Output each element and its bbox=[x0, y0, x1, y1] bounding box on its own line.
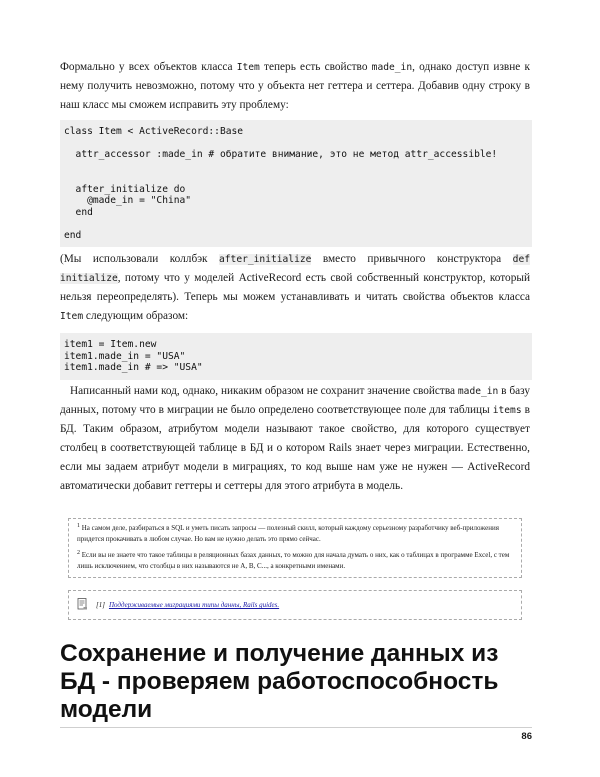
para3-text1: Написанный нами код, однако, никаким образом не сохранит значение свойства bbox=[70, 385, 458, 397]
link-box bbox=[68, 590, 522, 620]
footnote-1-number: 1 bbox=[77, 523, 80, 529]
footer-divider bbox=[60, 727, 532, 728]
footnote-2-text: Если вы не знаете что такое таблицы в реляционных базах данных, то можно для начала думать о них, как о таблицах в программе Excel, с тем лишь исключением, что столбцы в них называются не A, B, C..., а конкретными именами. bbox=[77, 551, 510, 570]
section-heading: Сохранение и получение данных из БД - проверяем работоспособность модели bbox=[60, 640, 499, 723]
footnote-2 bbox=[77, 550, 513, 571]
rails-guides-link[interactable]: Поддерживаемые миграциями типы данны, Rails guides. bbox=[108, 601, 280, 609]
code-item-2: Item bbox=[60, 311, 84, 322]
code-item: Item bbox=[236, 62, 260, 73]
footnote-1 bbox=[77, 523, 513, 544]
page-number: 86 bbox=[521, 731, 532, 742]
para1-text2: теперь есть свойство bbox=[259, 61, 372, 73]
footnote-2-number: 2 bbox=[77, 550, 80, 556]
para2-text4: следующим образом: bbox=[83, 310, 189, 322]
document-icon bbox=[77, 598, 88, 612]
para3-text3: в БД. Таким образом, атрибутом модели называют такое свойство, для которого существует столбец в соответствующей таблице в БД и о котором Rails знает через миграции. Естественно, если мы задаем атрибут модели в миграциях, то код выше нам уже не нужен — ActiveRecord автоматически добавит геттеры и сеттеры для этого атрибута в модель. bbox=[60, 404, 530, 492]
paragraph-intro bbox=[60, 58, 530, 115]
para1-text3: , однако доступ извне к нему получить невозможно, потому что у объекта нет геттера и сеттера. Добавив одну строку в наш класс мы сможем исправить эту проблему: bbox=[60, 61, 530, 111]
code-block-model: class Item < ActiveRecord::Base attr_accessor :made_in # обратите внимание, это не метод attr_accessible! after_initialize do @made_in = "China" end end bbox=[60, 120, 532, 247]
code-made-in: made_in bbox=[371, 62, 413, 73]
para1-text1: Формально у всех объектов класса bbox=[60, 61, 237, 73]
para2-text2: вместо привычного конструктора bbox=[311, 253, 513, 265]
para2-text3: , потому что у моделей ActiveRecord есть свой собственный конструктор, который нельзя переопределять). Теперь мы можем устанавливать и читать свойства объектов класса bbox=[60, 272, 530, 303]
code-items: items bbox=[492, 405, 522, 416]
code-made-in-2: made_in bbox=[457, 386, 499, 397]
para2-text1: (Мы использовали коллбэк bbox=[60, 253, 219, 265]
paragraph-callback bbox=[60, 250, 530, 326]
code-block-usage: item1 = Item.new item1.made_in = "USA" item1.made_in # => "USA" bbox=[60, 333, 532, 380]
code-after-initialize: after_initialize bbox=[219, 254, 312, 265]
paragraph-attributes bbox=[60, 382, 530, 496]
footnote-1-text: На самом деле, разбираться в SQL и уметь писать запросы — полезный скилл, который каждому серьезному разработчику веб-приложения придется прокачивать в любом случае. Но вам не нужно делать это прямо сейчас. bbox=[77, 524, 499, 543]
para3-text2: в базу данных, потому что в миграции не было определено соответствующее поле для таблицы bbox=[60, 385, 530, 416]
footnotes-box bbox=[68, 518, 522, 578]
link-ref: [1] bbox=[96, 601, 105, 609]
code-def-initialize: def initialize bbox=[60, 254, 530, 284]
